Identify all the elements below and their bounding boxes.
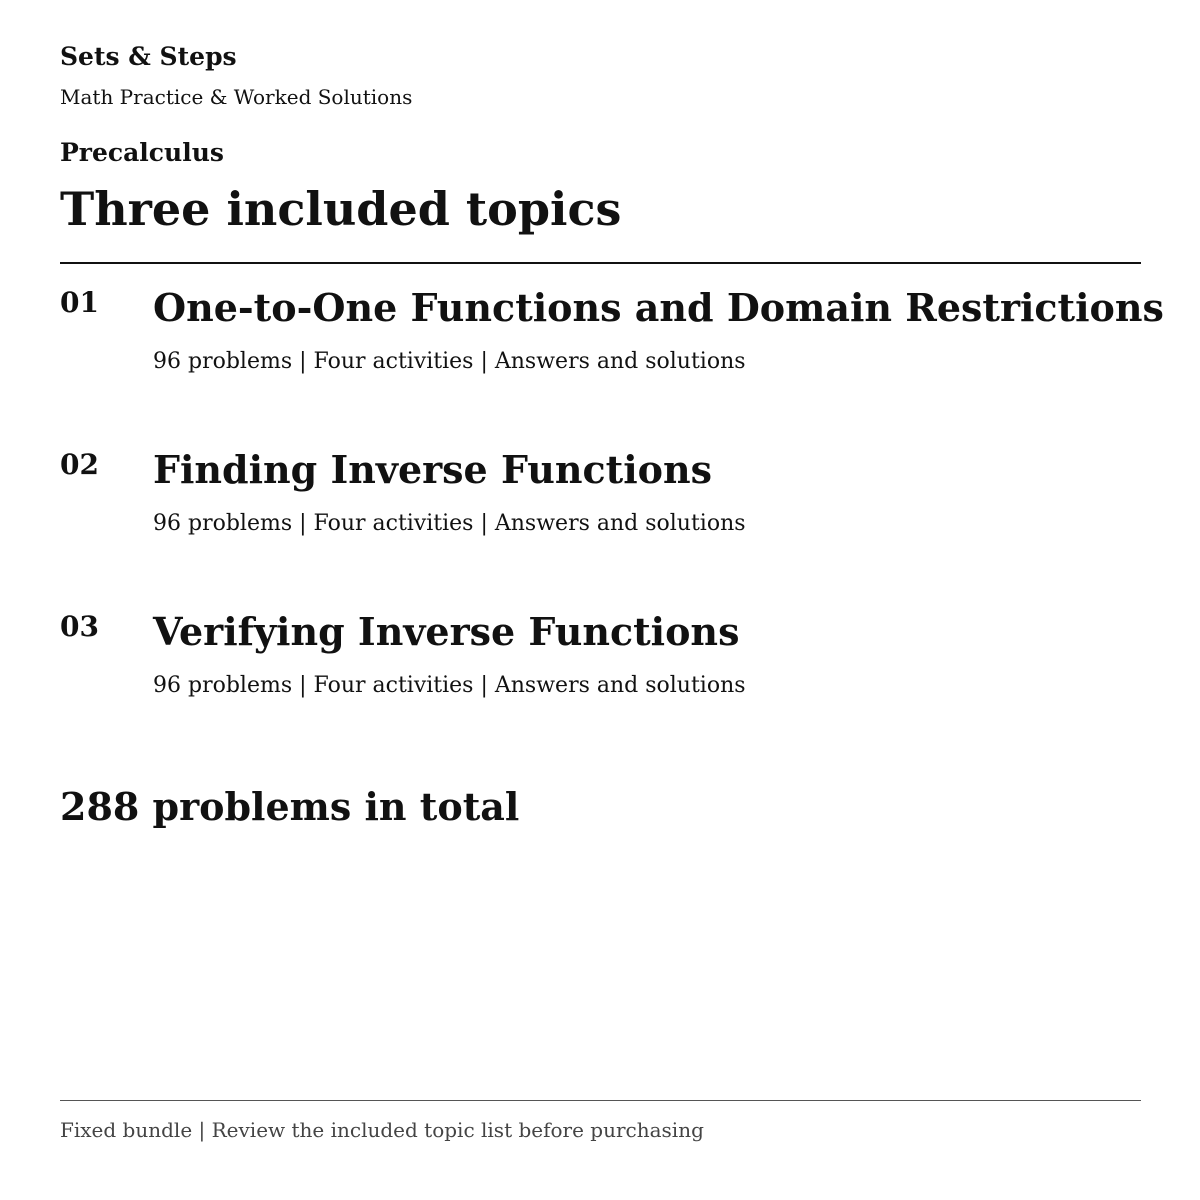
- topic-number: 01: [60, 286, 99, 319]
- topic-item-1: [60, 283, 1164, 413]
- page-title: Three included topics: [60, 182, 622, 236]
- header-divider: [60, 262, 1141, 264]
- topic-meta: 96 problems | Four activities | Answers and solutions: [153, 511, 746, 536]
- footer-divider: [60, 1100, 1141, 1101]
- brand-name: Sets & Steps: [60, 42, 237, 71]
- topic-number: 03: [60, 610, 99, 643]
- topic-item-3: [60, 607, 1141, 737]
- subject-label: Precalculus: [60, 138, 224, 167]
- topic-title: One-to-One Functions and Domain Restrictions: [153, 285, 1164, 330]
- footer-note: Fixed bundle | Review the included topic list before purchasing: [60, 1118, 704, 1142]
- topic-item-2: [60, 445, 1141, 575]
- total-problems: 288 problems in total: [60, 784, 520, 829]
- topic-number: 02: [60, 448, 99, 481]
- topic-meta: 96 problems | Four activities | Answers and solutions: [153, 349, 746, 374]
- topic-meta: 96 problems | Four activities | Answers and solutions: [153, 673, 746, 698]
- brand-tagline: Math Practice & Worked Solutions: [60, 85, 413, 109]
- topic-title: Finding Inverse Functions: [153, 447, 713, 492]
- topic-title: Verifying Inverse Functions: [153, 609, 740, 654]
